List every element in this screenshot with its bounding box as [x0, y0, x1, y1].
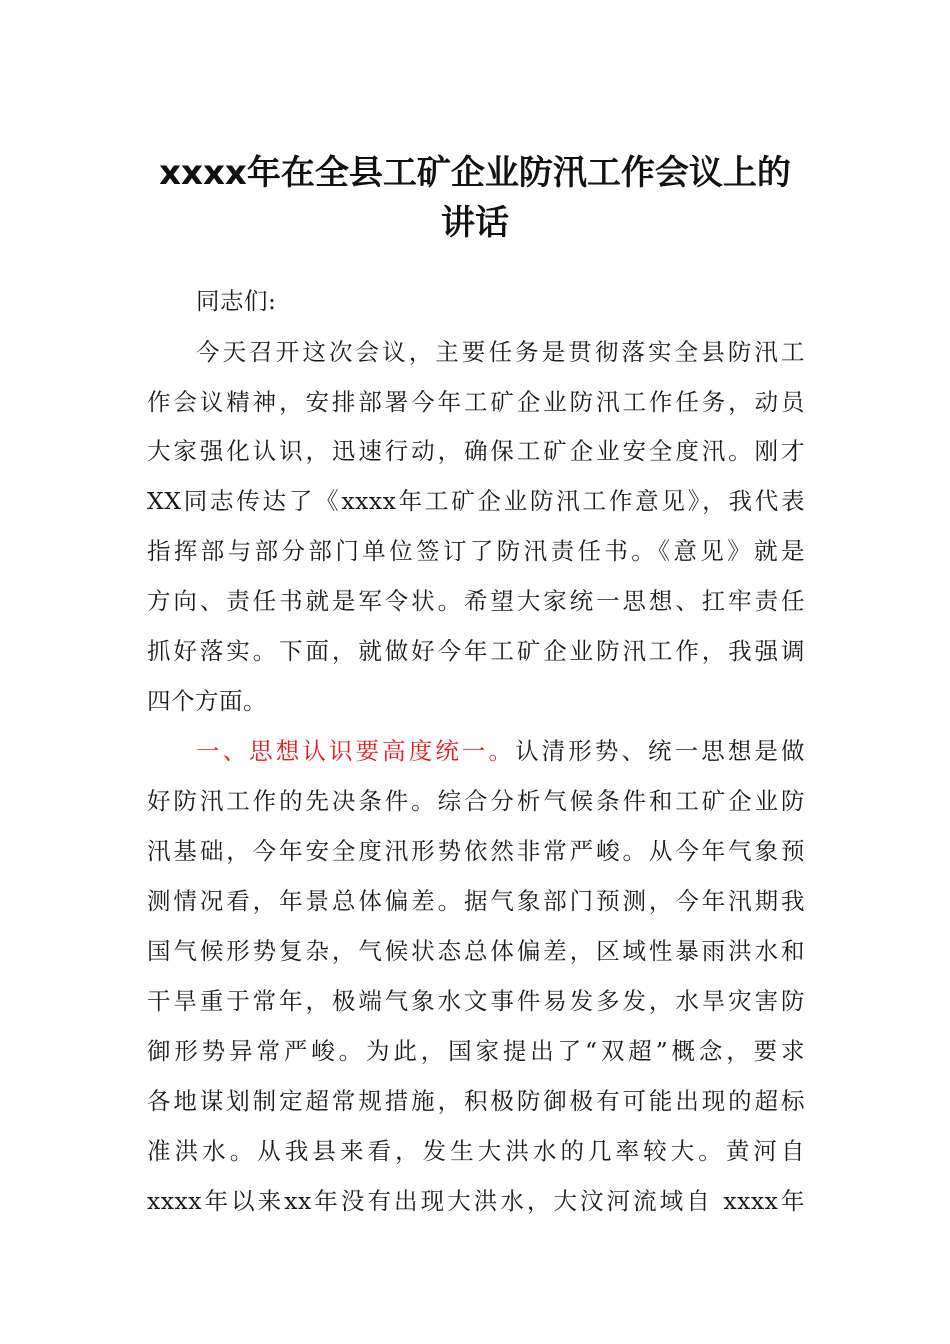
- section-1-first-line-text: 认清形势、统一思想是做: [515, 737, 806, 765]
- paragraph-1-line: 今天召开这次会议，主要任务是贯彻落实全县防汛工: [196, 338, 805, 366]
- paragraph-1-line: 四个方面。: [147, 687, 267, 715]
- section-1-line: 测情况看，年景总体偏差。据气象部门预测，今年汛期我: [147, 887, 805, 915]
- paragraph-1-line: 作会议精神，安排部署今年工矿企业防汛工作任务，动员: [147, 388, 805, 416]
- paragraph-1-line: XX同志传达了《xxxx年工矿企业防汛工作意见》，我代表: [147, 487, 805, 515]
- section-1-line: 准洪水。从我县来看，发生大洪水的几率较大。黄河自: [147, 1137, 805, 1165]
- section-1-line: 国气候形势复杂，气候状态总体偏差，区域性暴雨洪水和: [147, 937, 805, 965]
- document-title-line-2: 讲话: [441, 203, 509, 243]
- section-1-line: 好防汛工作的先决条件。综合分析气候条件和工矿企业防: [147, 787, 805, 815]
- document-title-line-1: xxxx年在全县工矿企业防汛工作会议上的: [159, 153, 791, 193]
- section-1-heading: 一、思想认识要高度统一。: [196, 737, 516, 765]
- section-1-line: 汛基础，今年安全度汛形势依然非常严峻。从今年气象预: [147, 837, 805, 865]
- salutation: 同志们:: [196, 287, 277, 315]
- section-1-line: 干旱重于常年，极端气象水文事件易发多发，水旱灾害防: [147, 987, 805, 1015]
- paragraph-1-line: 方向、责任书就是军令状。希望大家统一思想、扛牢责任: [147, 587, 805, 615]
- paragraph-1-line: 大家强化认识，迅速行动，确保工矿企业安全度汛。刚才: [147, 437, 805, 465]
- paragraph-1-line: 抓好落实。下面，就做好今年工矿企业防汛工作，我强调: [147, 637, 805, 665]
- section-1-line: 各地谋划制定超常规措施，积极防御极有可能出现的超标: [147, 1087, 805, 1115]
- section-1-line: xxxx年以来xx年没有出现大洪水，大汶河流域自 xxxx年: [147, 1187, 805, 1215]
- section-1-line: 御形势异常严峻。为此，国家提出了“双超”概念，要求: [147, 1037, 805, 1065]
- section-1-first-line: [196, 736, 805, 766]
- paragraph-1-line: 指挥部与部分部门单位签订了防汛责任书。《意见》就是: [147, 537, 805, 565]
